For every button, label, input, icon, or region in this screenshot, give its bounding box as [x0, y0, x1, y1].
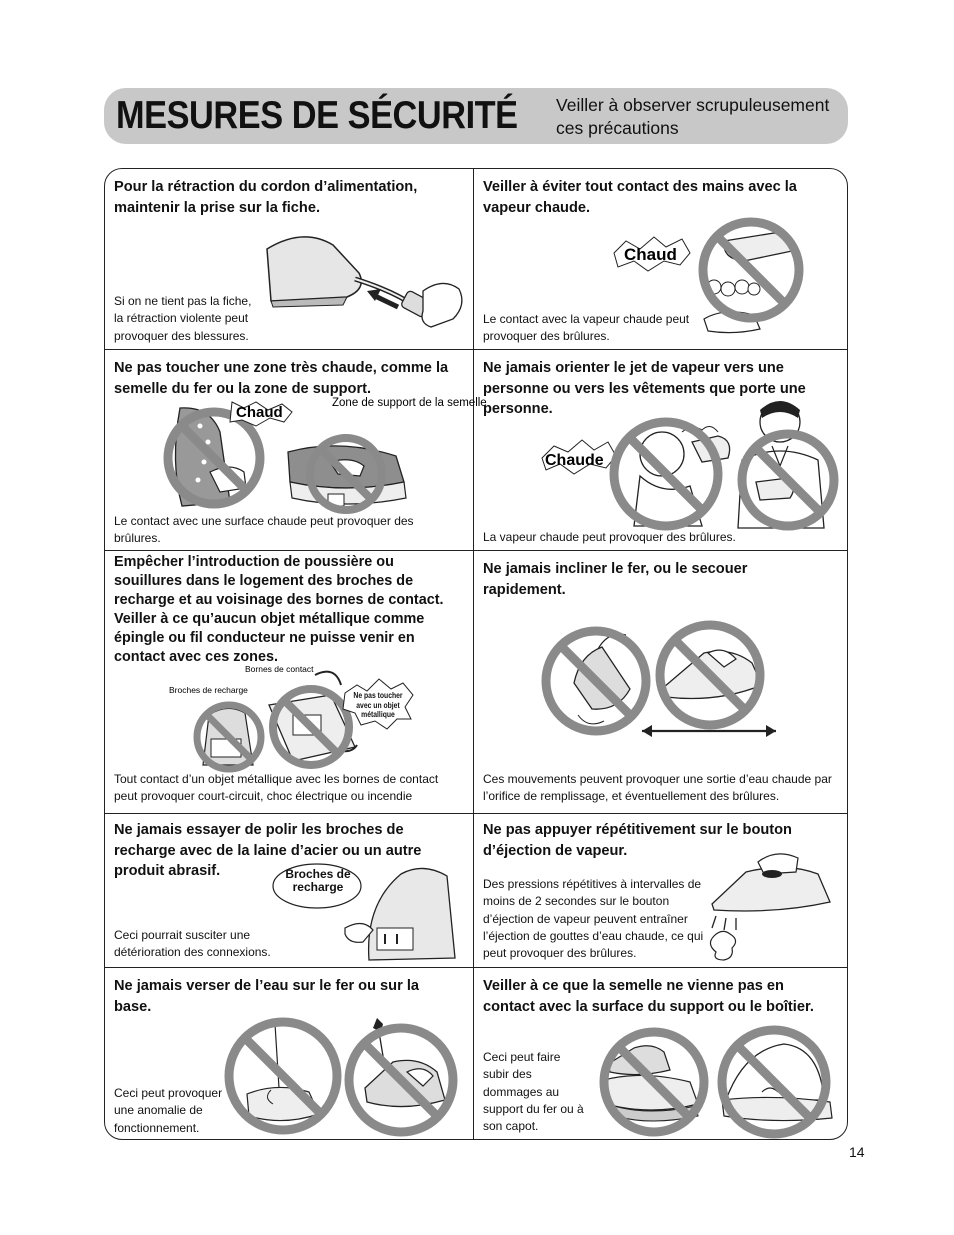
- item-heading: Ne jamais verser de l’eau sur le fer ou sur la base.: [114, 978, 419, 1015]
- warning-label: Ne pas toucher avec un objet métallique: [353, 691, 403, 719]
- item-note: Tout contact d’un objet métallique avec les bornes de contact peut provoquer court-circuit, choc électrique ou incendie: [114, 772, 439, 804]
- zone-label: Zone de support de la semelle: [332, 397, 487, 409]
- prohibition-icon: [546, 631, 646, 731]
- item-heading: Veiller à éviter tout contact des mains avec la vapeur chaude.: [483, 179, 797, 216]
- page-title: MESURES DE SÉCURITÉ: [116, 94, 518, 137]
- item-note: Ces mouvements peuvent provoquer une sortie d’eau chaude par l’orifice de remplissage, et éventuellement des brûlures.: [483, 772, 832, 804]
- hot-label: Chaud: [236, 404, 283, 421]
- soleplate-contact-illustration: [594, 1020, 839, 1138]
- tilt-iron-illustration: [538, 619, 788, 745]
- hot-label: Chaude: [545, 452, 604, 469]
- steam-icon: [710, 931, 735, 960]
- pins-label: Broches de recharge: [169, 685, 248, 695]
- steam-person-illustration: [542, 396, 837, 528]
- steam-button-illustration: [706, 844, 840, 962]
- charging-pins-illustration: [165, 665, 430, 771]
- water-pour-illustration: [227, 1018, 467, 1136]
- hand-icon: [422, 283, 462, 327]
- abrasive-pins-illustration: [273, 864, 469, 968]
- header-banner: [104, 88, 848, 144]
- hot-label: Chaud: [624, 245, 677, 264]
- item-note: Ceci pourrait susciter une détérioration des connexions.: [114, 928, 271, 960]
- contacts-label: Bornes de contact: [245, 664, 314, 674]
- hot-surface-illustration: [160, 397, 487, 514]
- column-divider: [473, 169, 474, 1139]
- iron-cord-illustration: [263, 219, 468, 334]
- item-note: Des pressions répétitives à intervalles de moins de 2 secondes sur le bouton d’éjection de vapeur peuvent entraîner l’éjection de gouttes d’eau chaude, ce qui peut provoquer des brûlures.: [483, 877, 704, 961]
- item-heading: Ne jamais orienter le jet de vapeur vers une personne ou vers les vêtements que porte une personne.: [483, 360, 806, 418]
- item-note: Le contact avec la vapeur chaude peut provoquer des brûlures.: [483, 312, 690, 344]
- item-heading: Ne pas toucher une zone très chaude, comme la semelle du fer ou la zone de support.: [114, 360, 449, 397]
- safety-grid: [104, 168, 848, 1140]
- item-heading: Ne pas appuyer répétitivement sur le bouton d’éjection de vapeur.: [483, 822, 792, 859]
- iron-icon: [574, 647, 630, 709]
- pins-label: Broches de recharge: [285, 868, 351, 894]
- item-note: Si on ne tient pas la fiche, la rétraction violente peut provoquer des blessures.: [114, 294, 252, 343]
- row-divider: [105, 550, 847, 551]
- item-note: Ceci peut faire subir des dommages au support du fer ou à son capot.: [483, 1050, 584, 1134]
- item-heading: Pour la rétraction du cordon d’alimentation, maintenir la prise sur la fiche.: [114, 179, 418, 216]
- svg-text:Zone de support de la semelle: [332, 397, 487, 409]
- page-subtitle: Veiller à observer scrupuleusement ces précautions: [556, 95, 830, 138]
- row-divider: [105, 967, 847, 968]
- row-divider: [105, 349, 847, 350]
- item-heading: Veiller à ce que la semelle ne vienne pas en contact avec la surface du support ou le boîtier.: [483, 978, 814, 1015]
- steam-hand-illustration: [604, 211, 844, 341]
- row-divider: [105, 813, 847, 814]
- item-note: Le contact avec une surface chaude peut provoquer des brûlures.: [114, 514, 414, 546]
- item-heading: Empêcher l’introduction de poussière ou souillures dans le logement des broches de recharge et au voisinage des bornes de contact. Veiller à ce qu’aucun objet métallique comme épingle ou fil conducteur ne puisse venir en contact avec ces zones.: [114, 554, 444, 665]
- item-note: La vapeur chaude peut provoquer des brûlures.: [483, 530, 736, 544]
- item-heading: Ne jamais essayer de polir les broches de recharge avec de la laine d’acier ou un autre produit abrasif.: [114, 822, 422, 880]
- item-note: Ceci peut provoquer une anomalie de fonctionnement.: [114, 1086, 223, 1135]
- svg-text:Broches de recharge: [169, 685, 248, 695]
- svg-text:Bornes de contact: [245, 664, 314, 674]
- item-heading: Ne jamais incliner le fer, ou le secouer rapidement.: [483, 561, 748, 598]
- page-number: 14: [849, 1144, 865, 1160]
